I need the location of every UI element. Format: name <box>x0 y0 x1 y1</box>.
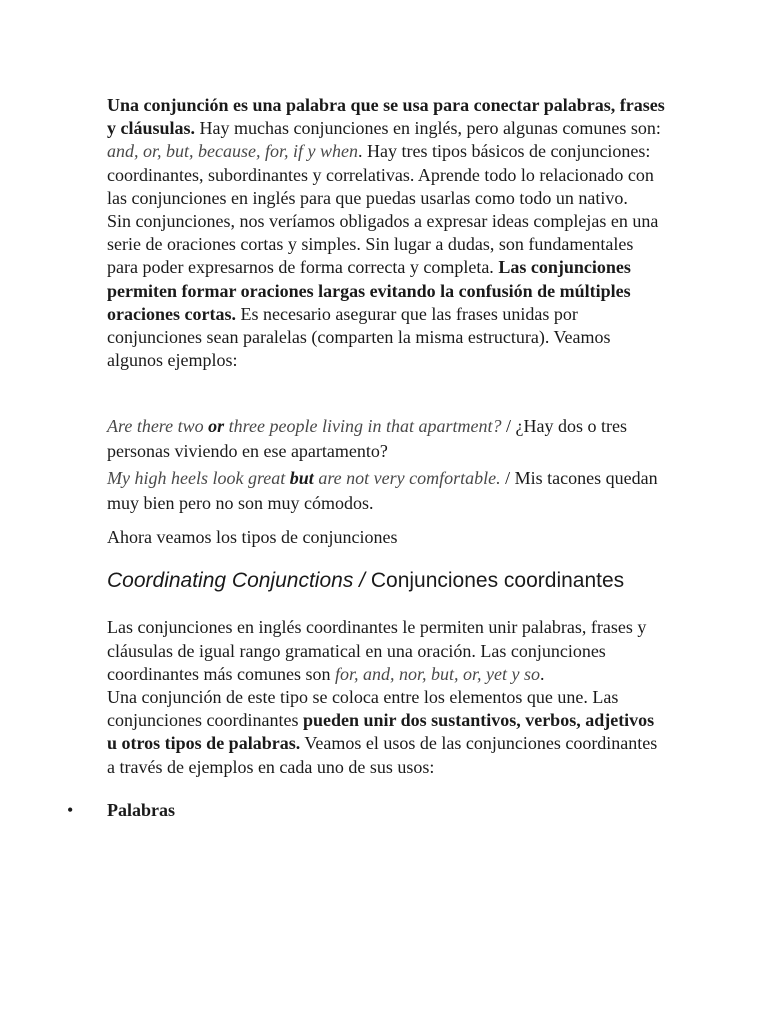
example-en-before: Are there two <box>107 416 209 437</box>
section-heading-separator: / <box>353 569 371 593</box>
intro-text: Hay muchas conjunciones en inglés, pero algunas comunes son: <box>195 118 661 139</box>
intro-paragraph <box>107 94 667 210</box>
example-keyword: but <box>289 468 314 489</box>
section-heading <box>107 568 667 594</box>
second-paragraph-text: Sin conjunciones, nos veríamos obligados a expresar ideas complejas en una serie de oraciones cortas y simples. Sin lugar a dudas, son fundamentales para poder expresarnos de forma correcta y completa. <box>107 211 659 278</box>
example-keyword: or <box>208 416 225 437</box>
section-paragraph-2-text-end: Veamos el usos de las conjunciones coordinantes a través de ejemplos en cada uno de sus usos: <box>107 733 658 777</box>
section-paragraph-1-end: . <box>539 663 545 684</box>
bullet-list <box>67 799 667 822</box>
example-translation: ¿Hay dos o tres personas viviendo en ese apartamento? <box>107 416 627 461</box>
example-translation: Mis tacones quedan muy bien pero no son muy cómodos. <box>107 468 658 513</box>
transition-text: Ahora veamos los tipos de conjunciones <box>107 527 398 548</box>
example-en-after: three people living in that apartment? <box>224 416 506 437</box>
section-paragraph-1-text: Las conjunciones en inglés coordinantes le permiten unir palabras, frases y cláusulas de igual rango gramatical en una oración. Las conjunciones coordinantes más comunes son <box>107 617 647 684</box>
section-paragraph-1 <box>107 616 667 686</box>
bullet-label: Palabras <box>107 799 176 820</box>
section-paragraph-2 <box>107 686 667 779</box>
bullet-marker: • <box>67 799 74 820</box>
document-page <box>67 94 667 822</box>
example-separator: / <box>505 468 515 489</box>
example-en-before: My high heels look great <box>107 468 290 489</box>
second-paragraph-bold: Las conjunciones permiten formar oraciones largas evitando la confusión de múltiples oraciones cortas. <box>107 257 631 324</box>
second-paragraph-text-end: Es necesario asegurar que las frases unidas por conjunciones sean paralelas (comparten la misma estructura). Veamos algunos ejemplos: <box>107 303 611 371</box>
intro-bold-lead: Una conjunción es una palabra que se usa para conectar palabras, frases y cláusulas. <box>107 95 665 139</box>
section-heading-english: Coordinating Conjunctions <box>107 569 354 593</box>
intro-text-end: . Hay tres tipos básicos de conjunciones: coordinantes, subordinantes y correlativas. Aprende todo lo relacionado con las conjunciones en inglés para que puedas usarlas como todo un nativo. <box>107 141 654 208</box>
section-paragraph-2-bold: pueden unir dos sustantivos, verbos, adjetivos u otros tipos de palabras. <box>107 710 655 754</box>
example-separator: / <box>505 416 516 437</box>
section-paragraph-1-list: for, and, nor, but, or, yet y so <box>334 663 540 684</box>
second-paragraph <box>107 210 667 372</box>
example-sentence <box>107 414 667 463</box>
intro-examples-list: and, or, but, because, for, if y when <box>107 141 358 162</box>
section-paragraph-2-text: Una conjunción de este tipo se coloca entre los elementos que une. Las conjunciones coordinantes <box>107 687 619 731</box>
example-sentence <box>107 466 667 515</box>
section-heading-spanish: Conjunciones coordinantes <box>370 569 625 593</box>
bullet-item <box>67 799 667 822</box>
example-en-after: are not very comfortable. <box>313 468 506 489</box>
